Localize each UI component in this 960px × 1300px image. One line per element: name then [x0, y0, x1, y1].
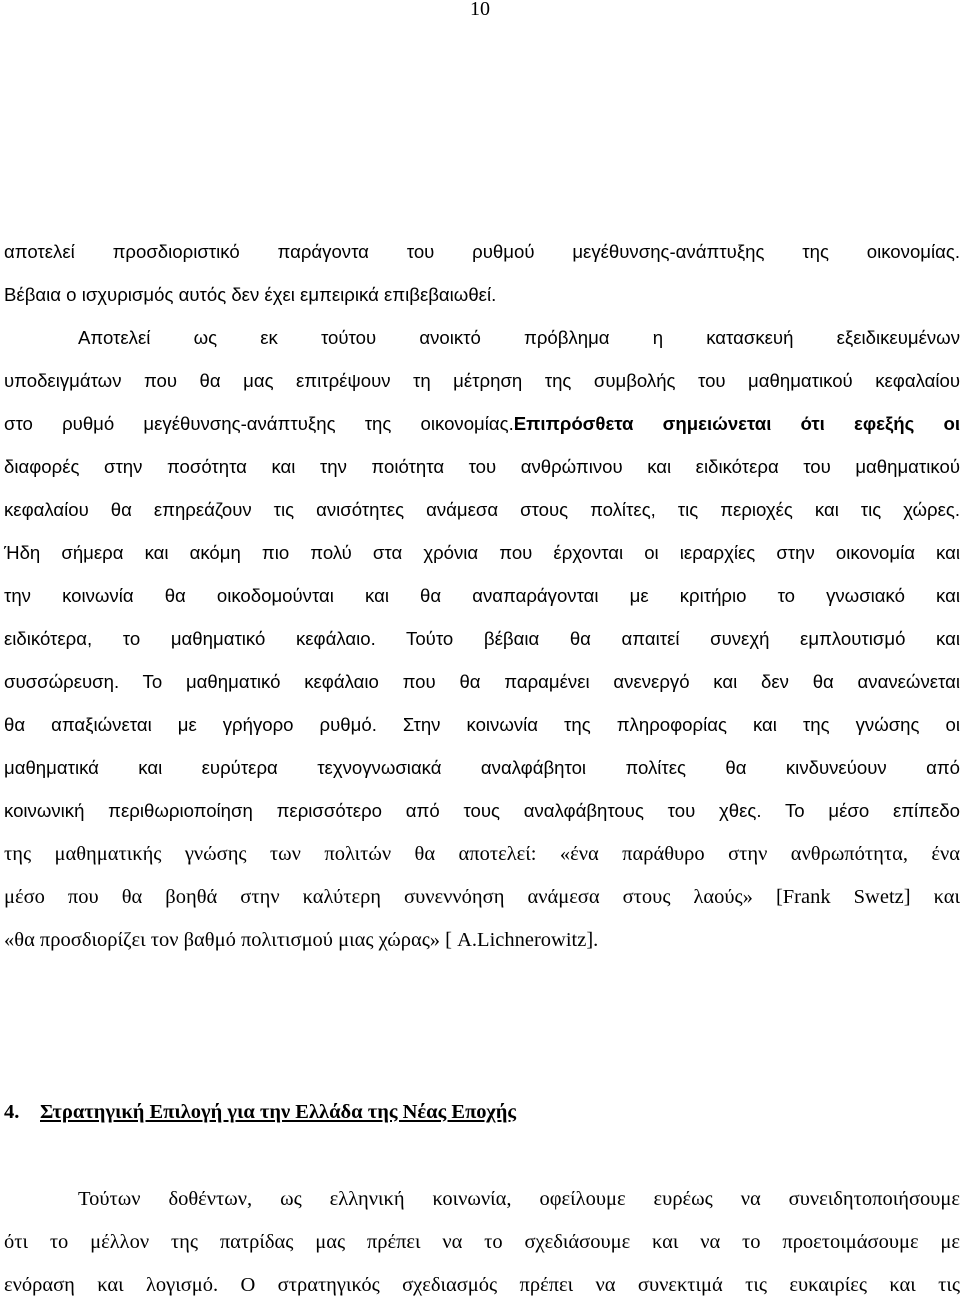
- body-text-line: [4, 409, 960, 439]
- body-text-line: Αποτελεί ως εκ τούτου ανοικτό πρόβλημα η κατασκευή εξειδικευμένων: [78, 327, 960, 348]
- body-text-line: μαθηματικά και ευρύτερα τεχνογνωσιακά αναλφάβητοι πολίτες θα κινδυνεύουν από: [4, 757, 960, 778]
- body-text-line: διαφορές στην ποσότητα και την ποιότητα του ανθρώπινου και ειδικότερα του μαθηματικού: [4, 456, 960, 477]
- body-text-line: την κοινωνία θα οικοδομούνται και θα αναπαράγονται με κριτήριο το γνωσιακό και: [4, 585, 960, 606]
- body-text-line: αποτελεί προσδιοριστικό παράγοντα του ρυθμού μεγέθυνσης-ανάπτυξης της οικονομίας.: [4, 241, 960, 262]
- body-text-line: μέσο που θα βοηθά στην καλύτερη συνεννόηση ανάμεσα στους λαούς» [Frank Swetz] και: [4, 886, 960, 908]
- body-text-line: κεφαλαίου θα επηρεάζουν τις ανισότητες ανάμεσα στους πολίτες, τις περιοχές και τις χώρες.: [4, 499, 960, 520]
- body-text-line: κοινωνική περιθωριοποίηση περισσότερο από τους αναλφάβητους του χθες. Το μέσο επίπεδο: [4, 800, 960, 821]
- body-text-line: ότι το μέλλον της πατρίδας μας πρέπει να το σχεδιάσουμε και να το προετοιμάσουμε με: [4, 1231, 960, 1253]
- body-text-line: υποδειγμάτων που θα μας επιτρέψουν τη μέτρηση της συμβολής του μαθηματικού κεφαλαίου: [4, 370, 960, 391]
- body-text-segment: στο ρυθμό μεγέθυνσης-ανάπτυξης της οικονομίας.: [4, 413, 514, 434]
- page-number: 10: [470, 0, 490, 20]
- section-title: Στρατηγική Επιλογή για την Ελλάδα της Νέας Εποχής: [40, 1101, 517, 1123]
- body-text-line: «θα προσδιορίζει τον βαθμό πολιτισμού μιας χώρας» [ A.Lichnerowitz].: [4, 929, 599, 951]
- body-text-segment-bold: Επιπρόσθετα σημειώνεται ότι εφεξής οι: [513, 413, 960, 434]
- body-text-line: Τούτων δοθέντων, ως ελληνική κοινωνία, οφείλουμε ευρέως να συνειδητοποιήσουμε: [78, 1188, 960, 1210]
- section-heading: [4, 1097, 516, 1127]
- body-text-line: συσσώρευση. Το μαθηματικό κεφάλαιο που θα παραμένει ανενεργό και δεν θα ανανεώνεται: [4, 671, 960, 692]
- body-text-line: Βέβαια ο ισχυρισμός αυτός δεν έχει εμπειρικά επιβεβαιωθεί.: [4, 284, 497, 305]
- section-number: 4.: [4, 1101, 20, 1123]
- body-text-line: ειδικότερα, το μαθηματικό κεφάλαιο. Τούτο βέβαια θα απαιτεί συνεχή εμπλουτισμό και: [4, 628, 960, 649]
- body-text-line: της μαθηματικής γνώσης των πολιτών θα αποτελεί: «ένα παράθυρο στην ανθρωπότητα, ένα: [4, 843, 960, 865]
- body-text-line: Ήδη σήμερα και ακόμη πιο πολύ στα χρόνια που έρχονται οι ιεραρχίες στην οικονομία και: [4, 542, 960, 563]
- body-text-line: θα απαξιώνεται με γρήγορο ρυθμό. Στην κοινωνία της πληροφορίας και της γνώσης οι: [4, 714, 960, 735]
- body-text-line: ενόραση και λογισμό. Ο στρατηγικός σχεδιασμός πρέπει να συνεκτιμά τις ευκαιρίες και τις: [4, 1274, 960, 1296]
